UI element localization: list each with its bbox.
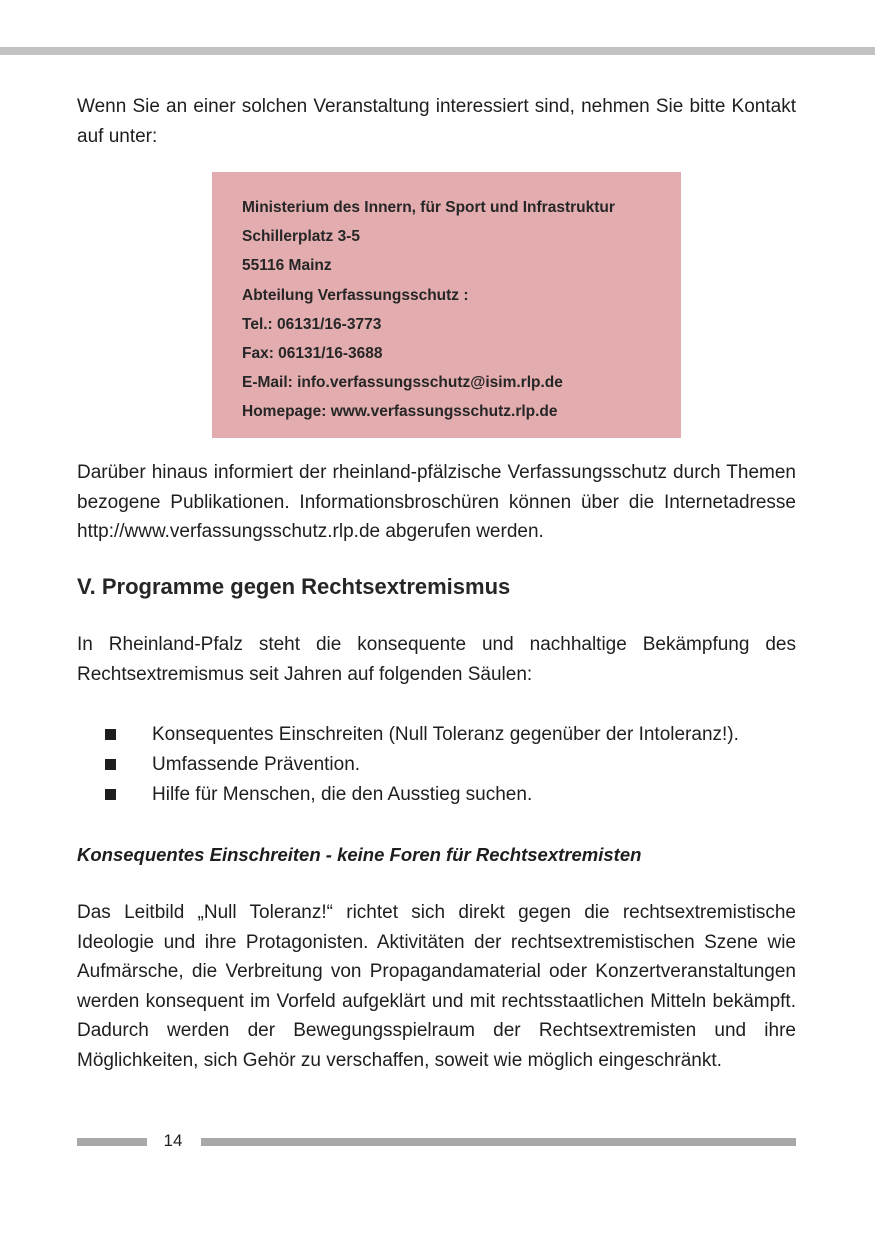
square-bullet-icon	[105, 729, 116, 740]
list-item-text: Konsequentes Einschreiten (Null Toleranz gegenüber der Intoleranz!).	[152, 724, 739, 745]
publications-paragraph: Darüber hinaus informiert der rheinland-pfälzische Verfassungsschutz durch Themen bezogene Publikationen. Informationsbroschüren können über die Internetadresse http://www.verfassungsschutz.rlp.de abgerufen werden.	[77, 462, 796, 542]
square-bullet-icon	[105, 789, 116, 800]
contact-phone: Tel.: 06131/16-3773	[242, 315, 382, 333]
list-item	[77, 720, 837, 750]
top-rule	[0, 47, 875, 55]
contact-email: E-Mail: info.verfassungsschutz@isim.rlp.de	[242, 374, 563, 392]
section-intro-paragraph: In Rheinland-Pfalz steht die konsequente und nachhaltige Bekämpfung des Rechtsextremismus seit Jahren auf folgenden Säulen:	[77, 634, 796, 685]
subsection-heading: Konsequentes Einschreiten - keine Foren für Rechtsextremisten	[77, 844, 642, 865]
list-item-text: Hilfe für Menschen, die den Ausstieg suchen.	[152, 784, 533, 805]
square-bullet-icon	[105, 759, 116, 770]
intro-paragraph: Wenn Sie an einer solchen Veranstaltung interessiert sind, nehmen Sie bitte Kontakt auf unter:	[77, 96, 796, 147]
section-heading: V. Programme gegen Rechtsextremismus	[77, 574, 511, 599]
contact-homepage: Homepage: www.verfassungsschutz.rlp.de	[242, 403, 558, 421]
contact-box	[212, 172, 681, 438]
contact-city: 55116 Mainz	[242, 257, 332, 275]
list-item	[77, 750, 837, 780]
footer-rule-left	[77, 1138, 147, 1146]
list-item	[77, 780, 837, 810]
body-paragraph: Das Leitbild „Null Toleranz!“ richtet sich direkt gegen die rechtsextremistische Ideologie und ihre Protagonisten. Aktivitäten der rechtsextremistischen Szene wie Aufmärsche, die Verbreitung von Propagandamaterial oder Konzertveranstaltungen werden konsequent im Vorfeld aufgeklärt und mit rechtsstaatlichen Mitteln bekämpft. Dadurch werden der Bewegungsspielraum der Rechtsextremisten und ihre Möglichkeiten, sich Gehör zu verschaffen, soweit wie möglich eingeschränkt.	[77, 902, 796, 1071]
pillars-list	[77, 720, 837, 810]
contact-street: Schillerplatz 3-5	[242, 228, 361, 246]
contact-department: Abteilung Verfassungsschutz :	[242, 286, 469, 304]
page-number: 14	[163, 1131, 183, 1150]
footer-rule-right	[201, 1138, 796, 1146]
list-item-text: Umfassende Prävention.	[152, 754, 361, 775]
contact-fax: Fax: 06131/16-3688	[242, 345, 383, 363]
contact-ministry: Ministerium des Innern, für Sport und Infrastruktur	[242, 199, 615, 216]
